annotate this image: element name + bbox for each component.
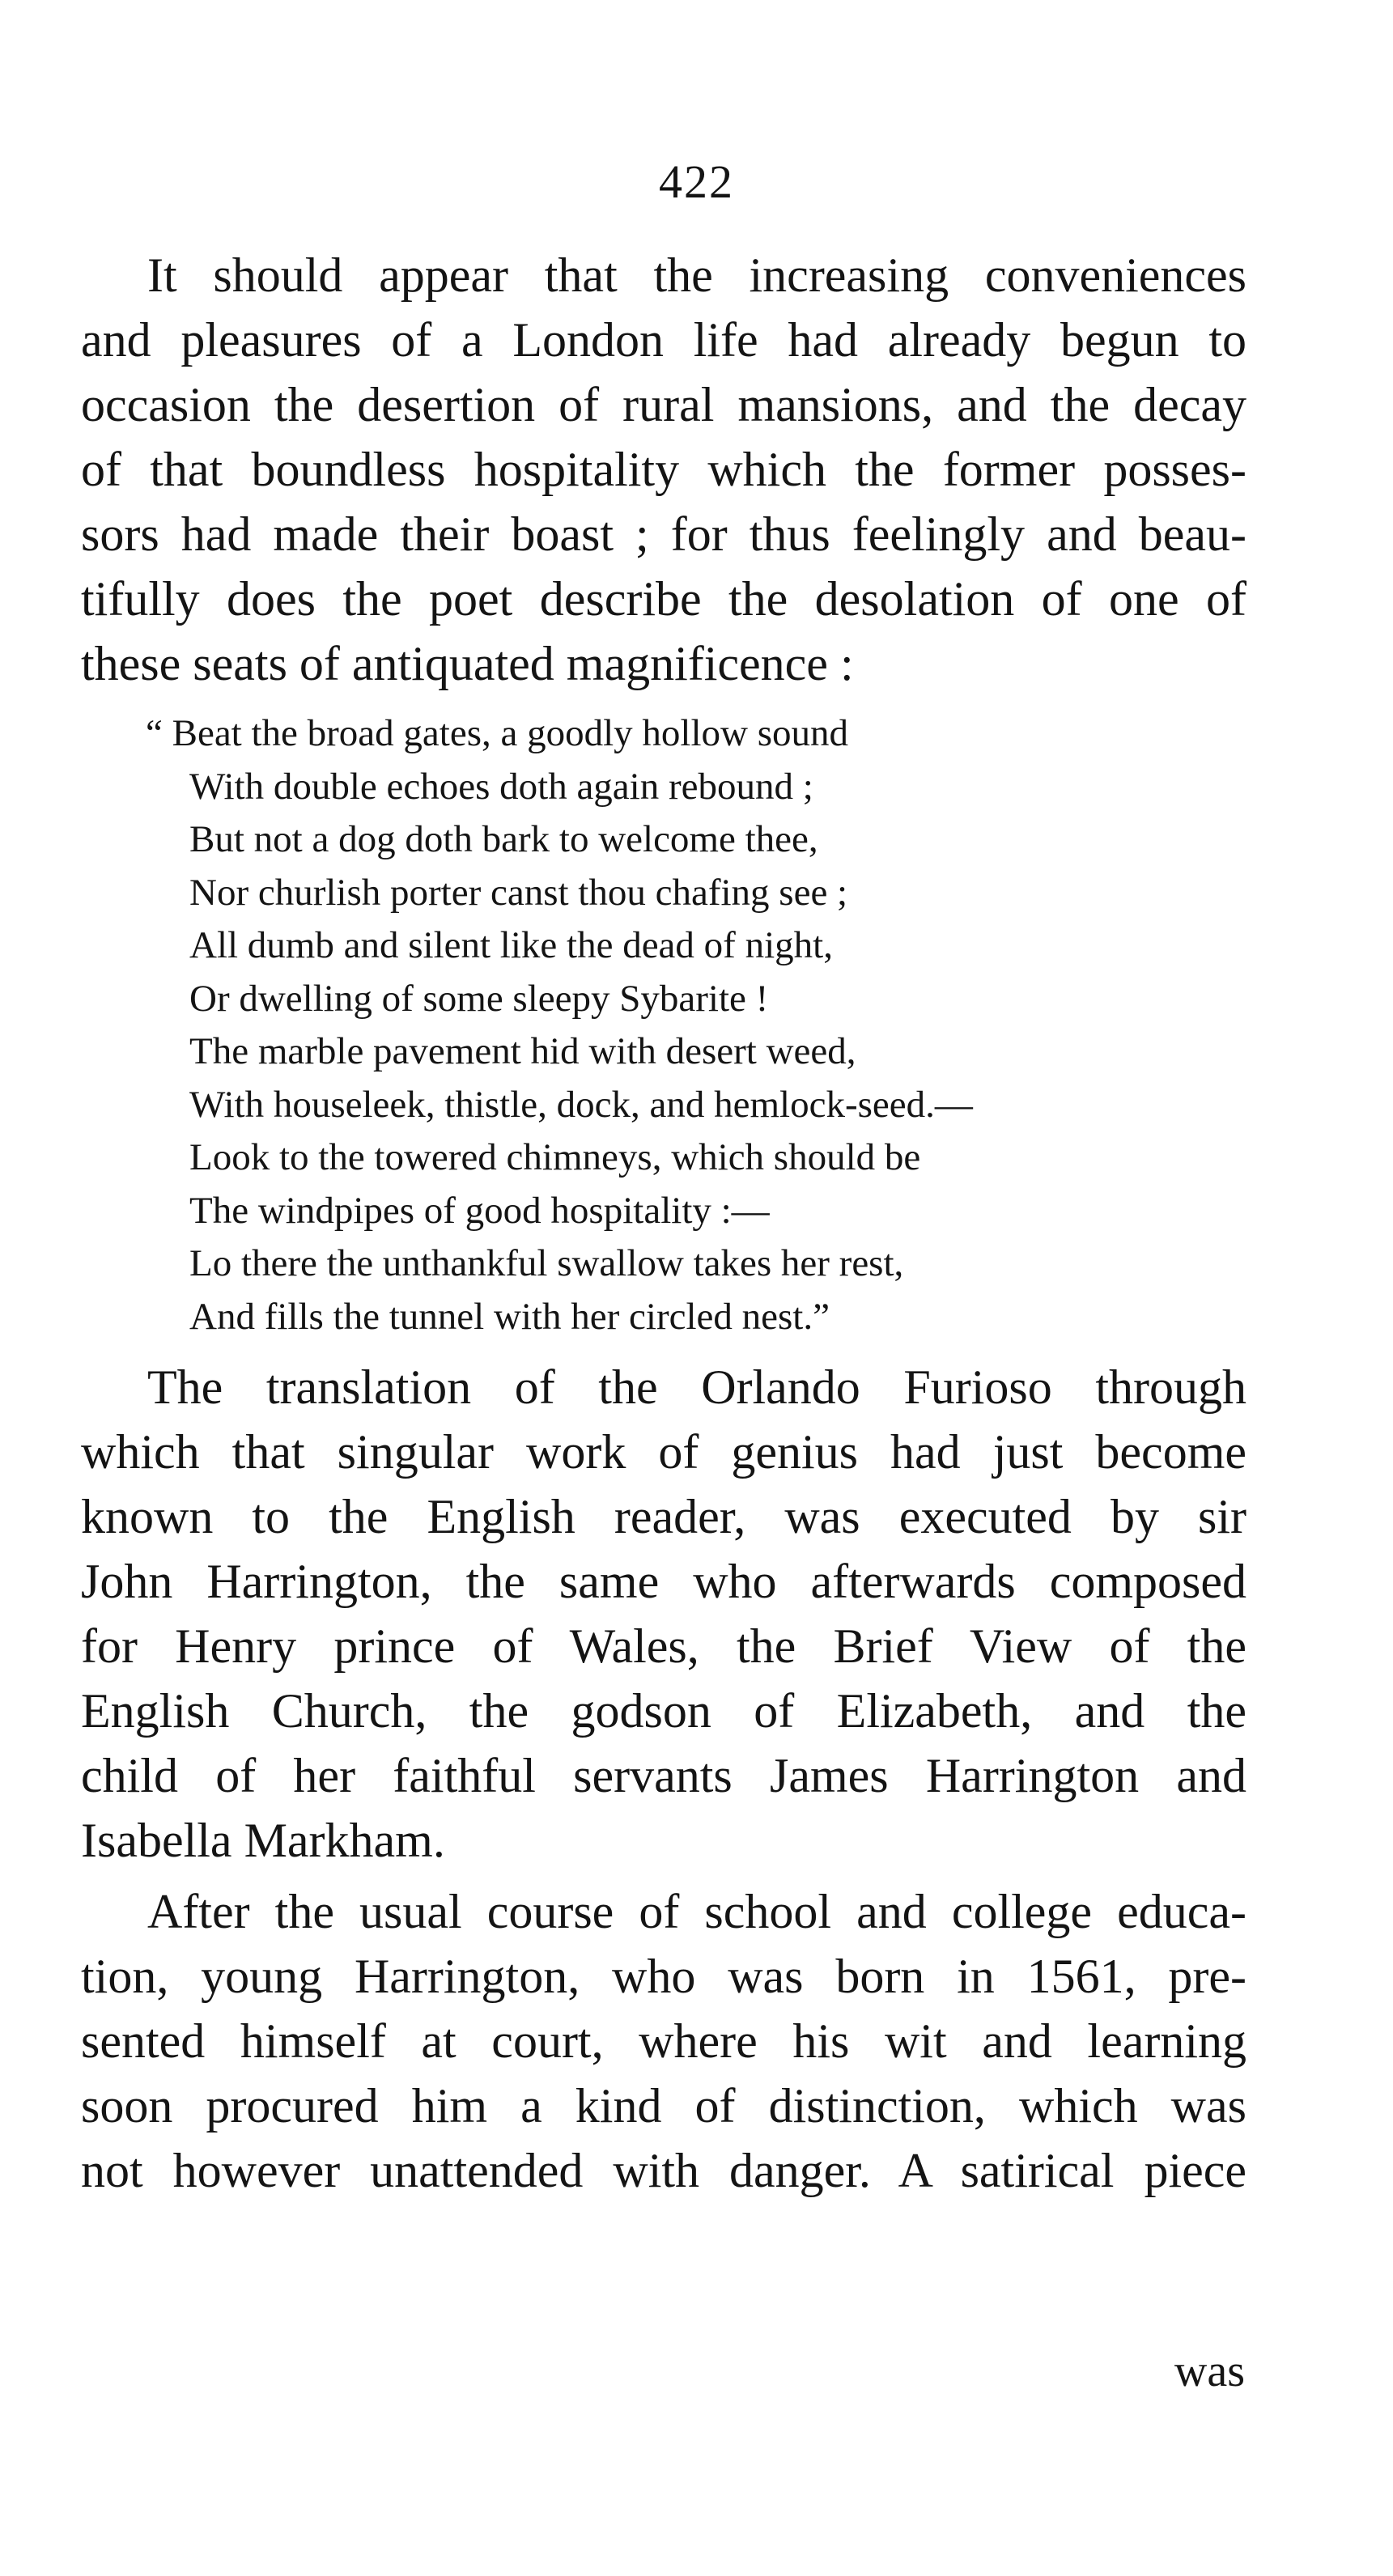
poem-line: “ Beat the broad gates, a goodly hollow sound [146, 712, 849, 754]
text-line: which that singular work of genius had just become [81, 1425, 1246, 1479]
text-line: occasion the desertion of rural mansions, and the decay [81, 378, 1246, 431]
text-line: sors had made their boast ; for thus feelingly and beau- [81, 507, 1246, 561]
text-line: not however unattended with danger. A satirical piece [81, 2144, 1246, 2197]
poem-line: And fills the tunnel with her circled nest.” [189, 1295, 830, 1338]
poem-line: With double echoes doth again rebound ; [189, 765, 813, 808]
poem-line: Look to the towered chimneys, which should be [189, 1136, 921, 1178]
text-line: tifully does the poet describe the desolation of one of [81, 572, 1246, 626]
paragraph-orlando-furioso [81, 1355, 1246, 1873]
text-line: child of her faithful servants James Harrington and [81, 1749, 1246, 1802]
poem-line: Lo there the unthankful swallow takes her rest, [189, 1242, 904, 1284]
text-line: of that boundless hospitality which the former posses- [81, 443, 1246, 496]
poem-line: With houseleek, thistle, dock, and hemlock-seed.— [189, 1083, 973, 1126]
text-line: soon procured him a kind of distinction, which was [81, 2079, 1246, 2133]
poem-quotation [81, 707, 1246, 1343]
text-line: tion, young Harrington, who was born in 1561, pre- [81, 1950, 1246, 2003]
text-line: Isabella Markham. [81, 1814, 445, 1867]
text-line: and pleasures of a London life had already begun to [81, 313, 1246, 367]
text-line: It should appear that the increasing conveniences [147, 248, 1246, 302]
poem-line: The windpipes of good hospitality :— [189, 1189, 770, 1232]
text-line: sented himself at court, where his wit and learning [81, 2014, 1246, 2068]
paragraph-hospitality [81, 243, 1246, 696]
text-line: The translation of the Orlando Furioso through [147, 1360, 1246, 1414]
text-column [81, 243, 1246, 2203]
poem-line: Or dwelling of some sleepy Sybarite ! [189, 977, 769, 1020]
text-line: English Church, the godson of Elizabeth, and the [81, 1684, 1246, 1738]
poem-line: Nor churlish porter canst thou chafing see ; [189, 871, 848, 914]
text-line: for Henry prince of Wales, the Brief View of the [81, 1619, 1246, 1673]
paragraph-harrington-court [81, 1879, 1246, 2203]
page-number: 422 [659, 155, 734, 208]
text-line: these seats of antiquated magnificence : [81, 637, 854, 690]
catchword: was [1174, 2346, 1245, 2396]
poem-line: The marble pavement hid with desert weed, [189, 1030, 856, 1072]
poem-line: All dumb and silent like the dead of night, [189, 924, 833, 966]
text-line: John Harrington, the same who afterwards composed [81, 1555, 1246, 1608]
text-line: After the usual course of school and college educa- [147, 1885, 1246, 1938]
text-line: known to the English reader, was executed by sir [81, 1490, 1246, 1543]
poem-line: But not a dog doth bark to welcome thee, [189, 818, 818, 860]
